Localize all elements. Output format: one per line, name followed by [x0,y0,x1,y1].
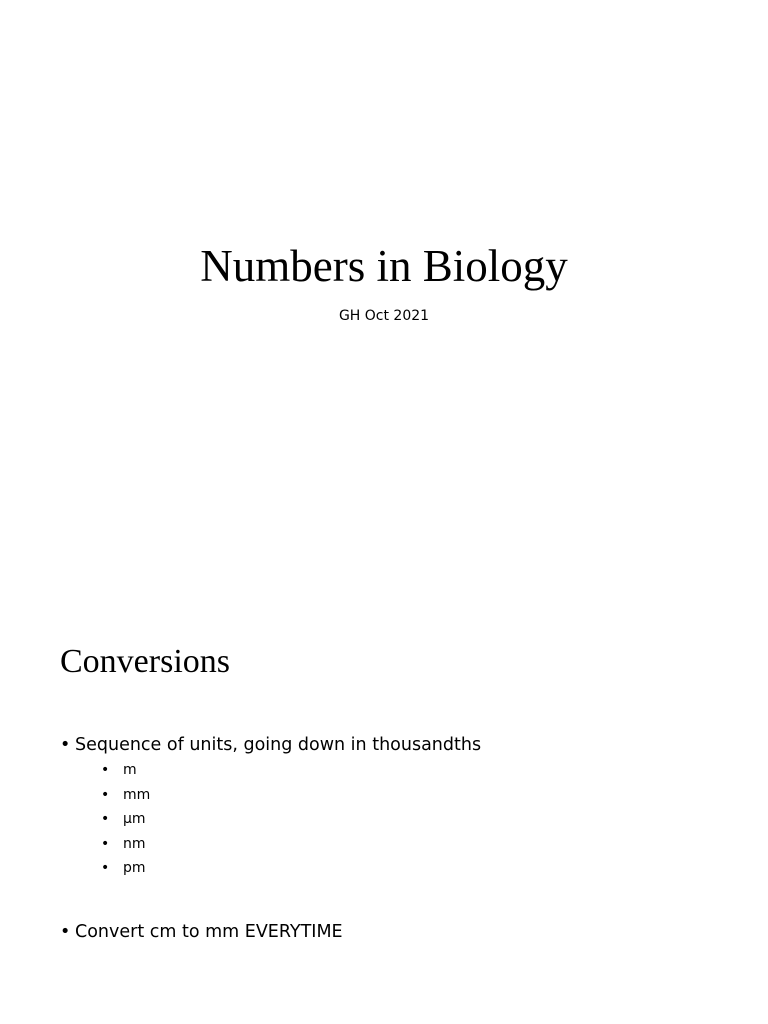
sub-bullet-item: • mm [75,783,748,808]
slide-title: Conversions [60,643,230,680]
bullet-text: Sequence of units, going down in thousandths [75,735,482,755]
bullet-list [60,732,748,945]
slide-title: Numbers in Biology [200,241,568,291]
bullet-text: Convert cm to mm EVERYTIME [75,921,343,942]
sub-bullet-item: • m [75,758,748,783]
conversions-slide [0,560,768,992]
sub-bullet-item: • pm [75,856,748,881]
bullet-item [60,732,748,881]
title-slide [0,48,768,480]
sub-bullet-item: • nm [75,832,748,857]
sub-bullet-item: • µm [75,807,748,832]
bullet-item [60,919,748,945]
slide-subtitle: GH Oct 2021 [338,308,430,324]
sub-bullet-list [75,758,748,881]
